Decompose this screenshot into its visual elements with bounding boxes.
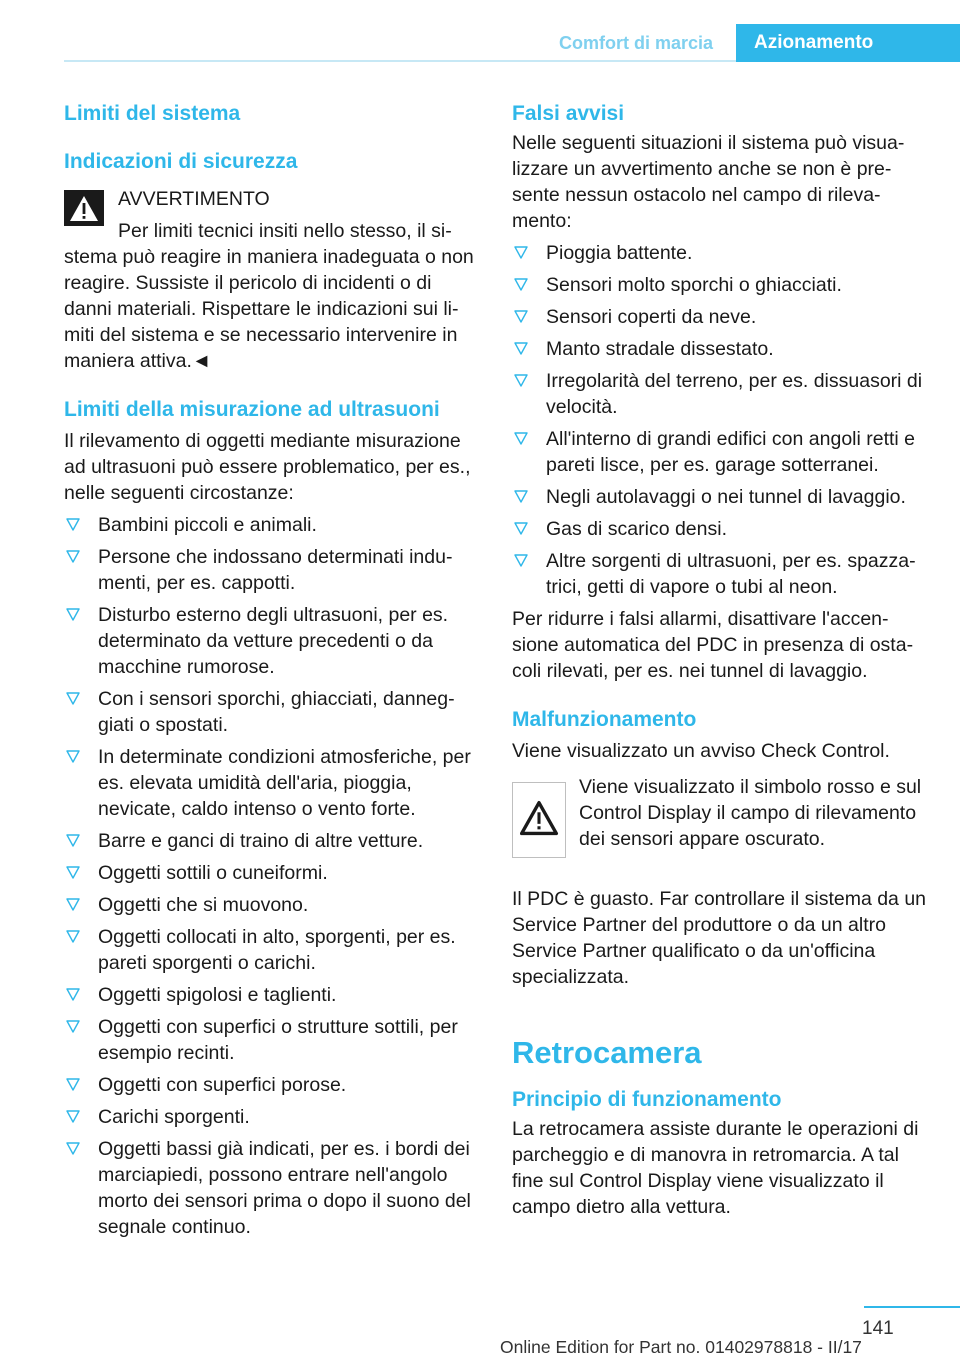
operating-principle-text: La retrocamera assiste durante le operazioni di parcheggio e di manovra in retromarcia. A tal fine sul Control Display viene visualizzato il campo dietro alla vettura.	[512, 1118, 919, 1218]
false-alarms-outro: Per ridurre i falsi allarmi, disattivare l'accensione automatica del PDC in presenza di ostacoli rilevati, per es. nei tunnel di lavaggio.	[512, 608, 914, 682]
list-item	[64, 1014, 478, 1066]
list-item-text: Oggetti bassi già indicati, per es. i bordi dei marciapiedi, possono entrare nell'angolo morto dei sensori prima o dopo il suono del segnale continuo.	[98, 1138, 471, 1238]
triangle-bullet-icon	[66, 1142, 80, 1156]
triangle-bullet-icon	[66, 608, 80, 622]
triangle-bullet-icon	[514, 490, 528, 504]
list-item	[512, 272, 926, 298]
triangle-bullet-icon	[514, 278, 528, 292]
triangle-bullet-icon	[66, 518, 80, 532]
list-item	[512, 426, 926, 478]
false-alarms-intro: Nelle seguenti situazioni il sistema può visualizzare un avvertimento anche se non è presente nessun ostacolo nel campo di rilevamento:	[512, 132, 905, 232]
triangle-bullet-icon	[66, 834, 80, 848]
triangle-bullet-icon	[514, 554, 528, 568]
list-item	[64, 924, 478, 976]
list-item	[512, 336, 926, 362]
list-item-text: Oggetti spigolosi e taglienti.	[98, 984, 337, 1006]
check-control-symbol-frame	[512, 782, 566, 858]
false-alarms-list	[512, 240, 926, 600]
list-item-text: Sensori coperti da neve.	[546, 306, 757, 328]
list-item	[512, 516, 926, 542]
list-item-text: All'interno di grandi edifici con angoli retti e pareti lisce, per es. garage sotterranei.	[546, 428, 916, 476]
list-item-text: Manto stradale dissestato.	[546, 338, 774, 360]
heading-malfunction: Malfunzionamento	[512, 708, 697, 731]
list-item-text: Persone che indossano determinati indumenti, per es. cappotti.	[98, 546, 453, 594]
heading-operating-principle: Principio di funzionamento	[512, 1088, 782, 1111]
list-item	[512, 304, 926, 330]
section-title-system-limits: Limiti del sistema	[64, 102, 241, 125]
ultrasound-limits-list	[64, 512, 478, 1240]
list-item	[64, 512, 478, 538]
list-item	[64, 892, 478, 918]
right-column	[512, 100, 926, 1220]
warning-text: Per limiti tecnici insiti nello stesso, il sistema può reagire in maniera inadeguata o non reagire. Sussiste il pericolo di incidenti o di danni materiali. Rispettare le indicazioni sui limiti del sistema e se necessario intervenire in maniera attiva.◄	[64, 220, 474, 372]
list-item	[512, 484, 926, 510]
list-item	[64, 686, 478, 738]
list-item-text: Pioggia battente.	[546, 242, 693, 264]
list-item-text: Oggetti che si muovono.	[98, 894, 309, 916]
triangle-bullet-icon	[66, 930, 80, 944]
warning-label: AVVERTIMENTO	[118, 188, 270, 210]
triangle-bullet-icon	[514, 374, 528, 388]
triangle-bullet-icon	[514, 246, 528, 260]
list-item-text: Gas di scarico densi.	[546, 518, 727, 540]
triangle-bullet-icon	[66, 1020, 80, 1034]
list-item-text: Oggetti collocati in alto, sporgenti, per es. pareti sporgenti o carichi.	[98, 926, 456, 974]
ultrasound-intro: Il rilevamento di oggetti mediante misurazione ad ultrasuoni può essere problematico, per es., nelle seguenti circostanze:	[64, 430, 471, 504]
header-section-tab[interactable]: Comfort di marcia	[558, 33, 714, 53]
left-column	[64, 100, 478, 1240]
heading-safety: Indicazioni di sicurezza	[64, 150, 298, 173]
list-item-text: Sensori molto sporchi o ghiacciati.	[546, 274, 842, 296]
edition-note: Online Edition for Part no. 01402978818 - II/17	[500, 1337, 862, 1357]
list-item	[64, 602, 478, 680]
list-item-text: Altre sorgenti di ultrasuoni, per es. spazzatrici, getti di vapore o tubi al neon.	[546, 550, 916, 598]
list-item	[64, 982, 478, 1008]
triangle-bullet-icon	[66, 1078, 80, 1092]
triangle-bullet-icon	[514, 310, 528, 324]
list-item-text: Barre e ganci di traino di altre vetture.	[98, 830, 424, 852]
triangle-bullet-icon	[66, 692, 80, 706]
warning-triangle-icon	[64, 190, 104, 226]
triangle-bullet-icon	[66, 898, 80, 912]
page-number: 141	[862, 1318, 894, 1339]
list-item	[64, 1104, 478, 1130]
list-item-text: Oggetti con superfici porose.	[98, 1074, 347, 1096]
list-item	[64, 860, 478, 886]
list-item-text: Oggetti sottili o cuneiformi.	[98, 862, 328, 884]
list-item	[512, 368, 926, 420]
check-control-warning-icon	[513, 783, 565, 857]
list-item-text: Negli autolavaggi o nei tunnel di lavaggio.	[546, 486, 906, 508]
list-item-text: Oggetti con superfici o strutture sottili, per esempio recinti.	[98, 1016, 458, 1064]
list-item	[64, 828, 478, 854]
triangle-bullet-icon	[514, 342, 528, 356]
malfunction-intro: Viene visualizzato un avviso Check Control.	[512, 740, 890, 762]
triangle-bullet-icon	[66, 866, 80, 880]
list-item	[512, 240, 926, 266]
list-item-text: Bambini piccoli e animali.	[98, 514, 317, 536]
malfunction-text: Il PDC è guasto. Far controllare il sistema da un Service Partner del produttore o da un altro Service Partner qualificato o da un'officina specializzata.	[512, 888, 927, 988]
list-item	[64, 544, 478, 596]
triangle-bullet-icon	[514, 432, 528, 446]
triangle-bullet-icon	[66, 550, 80, 564]
triangle-bullet-icon	[66, 1110, 80, 1124]
list-item-text: Disturbo esterno degli ultrasuoni, per es. determinato da vetture precedenti o da macchine rumorose.	[98, 604, 449, 678]
list-item	[64, 1072, 478, 1098]
list-item-text: Con i sensori sporchi, ghiacciati, danneggiati o spostati.	[98, 688, 455, 736]
warning-block	[64, 186, 478, 374]
heading-rear-camera: Retrocamera	[512, 1035, 702, 1070]
header-chapter-tab[interactable]: Azionamento	[736, 24, 960, 62]
list-item-text: Carichi sporgenti.	[98, 1106, 250, 1128]
triangle-bullet-icon	[66, 988, 80, 1002]
list-item-text: In determinate condizioni atmosferiche, per es. elevata umidità dell'aria, pioggia, nevicate, caldo intenso o vento forte.	[98, 746, 471, 820]
footer-rule	[864, 1306, 960, 1308]
check-control-text: Viene visualizzato il simbolo rosso e sul Control Display il campo di rilevamento dei sensori appare oscurato.	[579, 776, 922, 850]
triangle-bullet-icon	[514, 522, 528, 536]
list-item-text: Irregolarità del terreno, per es. dissuasori di velocità.	[546, 370, 923, 418]
list-item	[64, 744, 478, 822]
list-item	[512, 548, 926, 600]
heading-ultrasound-limits: Limiti della misurazione ad ultrasuoni	[64, 398, 440, 421]
list-item	[64, 1136, 478, 1240]
heading-false-alarms: Falsi avvisi	[512, 102, 625, 125]
triangle-bullet-icon	[66, 750, 80, 764]
check-control-block	[512, 774, 926, 866]
